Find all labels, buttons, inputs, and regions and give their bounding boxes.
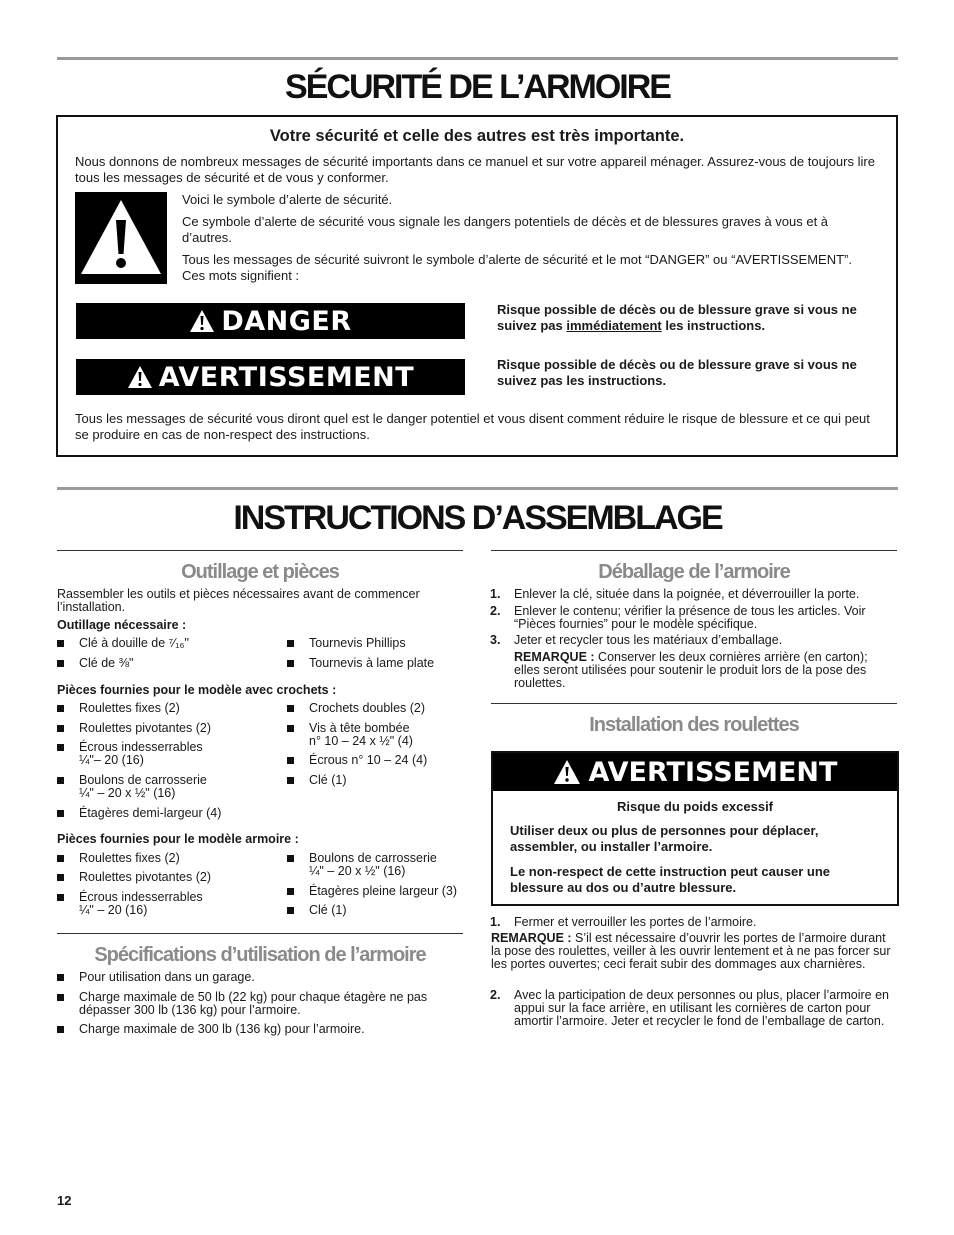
casters-step: 2. Avec la participation de deux personnes ou plus, placer l’armoire en appui sur la face arrière, en utilisant les cornières de carton pour amortir l’armoire. Jeter et recycler le fond de l’emballage de carton.	[490, 988, 889, 1028]
safety-symbol-line: Voici le symbole d’alerte de sécurité.	[182, 192, 393, 207]
tools-needed-label: Outillage nécessaire :	[57, 618, 187, 632]
safety-intro: Nous donnons de nombreux messages de sécurité importants dans ce manuel et sur votre appareil ménager. Assurez-vous de toujours lire tous les messages de sécurité et de vous y conformer.	[75, 154, 875, 185]
safety-words-desc: Tous les messages de sécurité suivront le symbole d’alerte de sécurité et le mot “DANGER” ou “AVERTISSEMENT”. Ces mots signifient :	[182, 252, 852, 283]
tool-item: Clé à douille de ⁷⁄₁₆"	[79, 637, 269, 650]
safety-title: SÉCURITÉ DE L’ARMOIRE	[285, 68, 670, 106]
unpack-step: 3. Jeter et recycler tous les matériaux d’emballage.	[490, 633, 783, 647]
casters-note: REMARQUE : S’il est nécessaire d’ouvrir les portes de l’armoire durant la pose des roulettes, veiller à les ouvrir lentement et à ne pas forcer sur les portes ouvertes; ceci ferait subir des dommages aux charnières.	[491, 931, 891, 971]
unpack-rule	[491, 550, 897, 551]
unpack-title: Déballage de l’armoire	[598, 561, 790, 583]
danger-banner	[76, 303, 465, 339]
safety-alert-triangle-icon	[75, 192, 167, 284]
tools-intro: Rassembler les outils et pièces nécessaires avant de commencer l’installation.	[57, 587, 420, 614]
hooks-item: Roulettes pivotantes (2)	[79, 722, 269, 735]
casters-warning-banner	[493, 753, 897, 791]
danger-alert-icon	[189, 309, 215, 333]
cabinet-item: Roulettes fixes (2)	[79, 852, 269, 865]
specs-rule	[57, 933, 463, 934]
unpack-note: REMARQUE : Conserver les deux cornières arrière (en carton); elles seront utilisées pour soutenir le produit lors de la pose des roulettes.	[514, 650, 868, 690]
specs-item: Charge maximale de 50 lb (22 kg) pour chaque étagère ne pas dépasser 300 lb (136 kg) pour l’armoire.	[79, 991, 459, 1017]
cabinet-item: Roulettes pivotantes (2)	[79, 871, 269, 884]
hooks-item: Clé (1)	[309, 774, 459, 787]
casters-rule	[491, 703, 897, 704]
unpack-step: 2. Enlever le contenu; vérifier la présence de tous les articles. Voir “Pièces fournies” pour le modèle spécifique.	[490, 604, 866, 631]
danger-label: DANGER	[221, 305, 352, 337]
hooks-item: Boulons de carrosserie ¼" – 20 x ½" (16)	[79, 774, 224, 800]
casters-warning-label: AVERTISSEMENT	[588, 756, 838, 788]
safety-heading: Votre sécurité et celle des autres est très importante.	[269, 127, 685, 145]
hooks-item: Vis à tête bombée n° 10 – 24 x ½" (4)	[309, 722, 424, 748]
cabinet-item: Écrous indesserrables ¼" – 20 (16)	[79, 891, 219, 917]
warning-label: AVERTISSEMENT	[158, 361, 415, 393]
casters-warning-line1: Utiliser deux ou plus de personnes pour déplacer, assembler, ou installer l’armoire.	[510, 823, 819, 854]
page-number: 12	[57, 1193, 72, 1208]
unpack-step: 1. Enlever la clé, située dans la poignée, et déverrouiller la porte.	[490, 587, 860, 601]
tool-item: Tournevis à lame plate	[309, 657, 459, 670]
specs-item: Pour utilisation dans un garage.	[79, 971, 459, 984]
cabinet-item: Boulons de carrosserie ¼" – 20 x ½" (16)	[309, 852, 454, 878]
casters-warning-box	[491, 751, 899, 906]
hooks-item: Roulettes fixes (2)	[79, 702, 269, 715]
safety-box	[56, 115, 898, 457]
cabinet-label: Pièces fournies pour le modèle armoire :	[57, 832, 299, 846]
hooks-label: Pièces fournies pour le modèle avec crochets :	[57, 683, 337, 697]
top-rule	[57, 57, 898, 60]
tools-title: Outillage et pièces	[181, 561, 339, 583]
casters-alert-icon	[553, 759, 581, 785]
tool-item: Tournevis Phillips	[309, 637, 459, 650]
safety-symbol-desc: Ce symbole d’alerte de sécurité vous signale les dangers potentiels de décès et de blessures graves à vous et à d’autres.	[182, 214, 829, 245]
safety-footer: Tous les messages de sécurité vous diront quel est le danger potentiel et vous disent comment réduire le risque de blessure et ce qui peut se produire en cas de non-respect des instructions.	[75, 411, 870, 442]
warning-alert-icon	[127, 365, 153, 389]
casters-warning-line2: Le non-respect de cette instruction peut causer une blessure au dos ou d’autre blessure.	[510, 864, 831, 895]
casters-step: 1. Fermer et verrouiller les portes de l’armoire.	[490, 915, 757, 929]
warning-banner	[76, 359, 465, 395]
casters-title: Installation des roulettes	[589, 714, 799, 736]
hooks-item: Étagères demi-largeur (4)	[79, 807, 269, 820]
cabinet-item: Clé (1)	[309, 904, 459, 917]
danger-text: Risque possible de décès ou de blessure grave si vous ne suivez pas immédiatement les instructions.	[497, 302, 857, 333]
assembly-title: INSTRUCTIONS D’ASSEMBLAGE	[233, 499, 722, 537]
specs-title: Spécifications d’utilisation de l’armoire	[94, 944, 426, 966]
hooks-item: Écrous indesserrables ¼"– 20 (16)	[79, 741, 219, 767]
hooks-item: Crochets doubles (2)	[309, 702, 459, 715]
specs-item: Charge maximale de 300 lb (136 kg) pour l’armoire.	[79, 1023, 459, 1036]
tools-rule	[57, 550, 463, 551]
assembly-rule	[57, 487, 898, 490]
casters-warning-title: Risque du poids excessif	[616, 799, 774, 814]
cabinet-item: Étagères pleine largeur (3)	[309, 885, 464, 898]
tool-item: Clé de ⅜"	[79, 657, 269, 670]
hooks-item: Écrous n° 10 – 24 (4)	[309, 754, 459, 767]
warning-text: Risque possible de décès ou de blessure grave si vous ne suivez pas les instructions.	[497, 357, 857, 388]
